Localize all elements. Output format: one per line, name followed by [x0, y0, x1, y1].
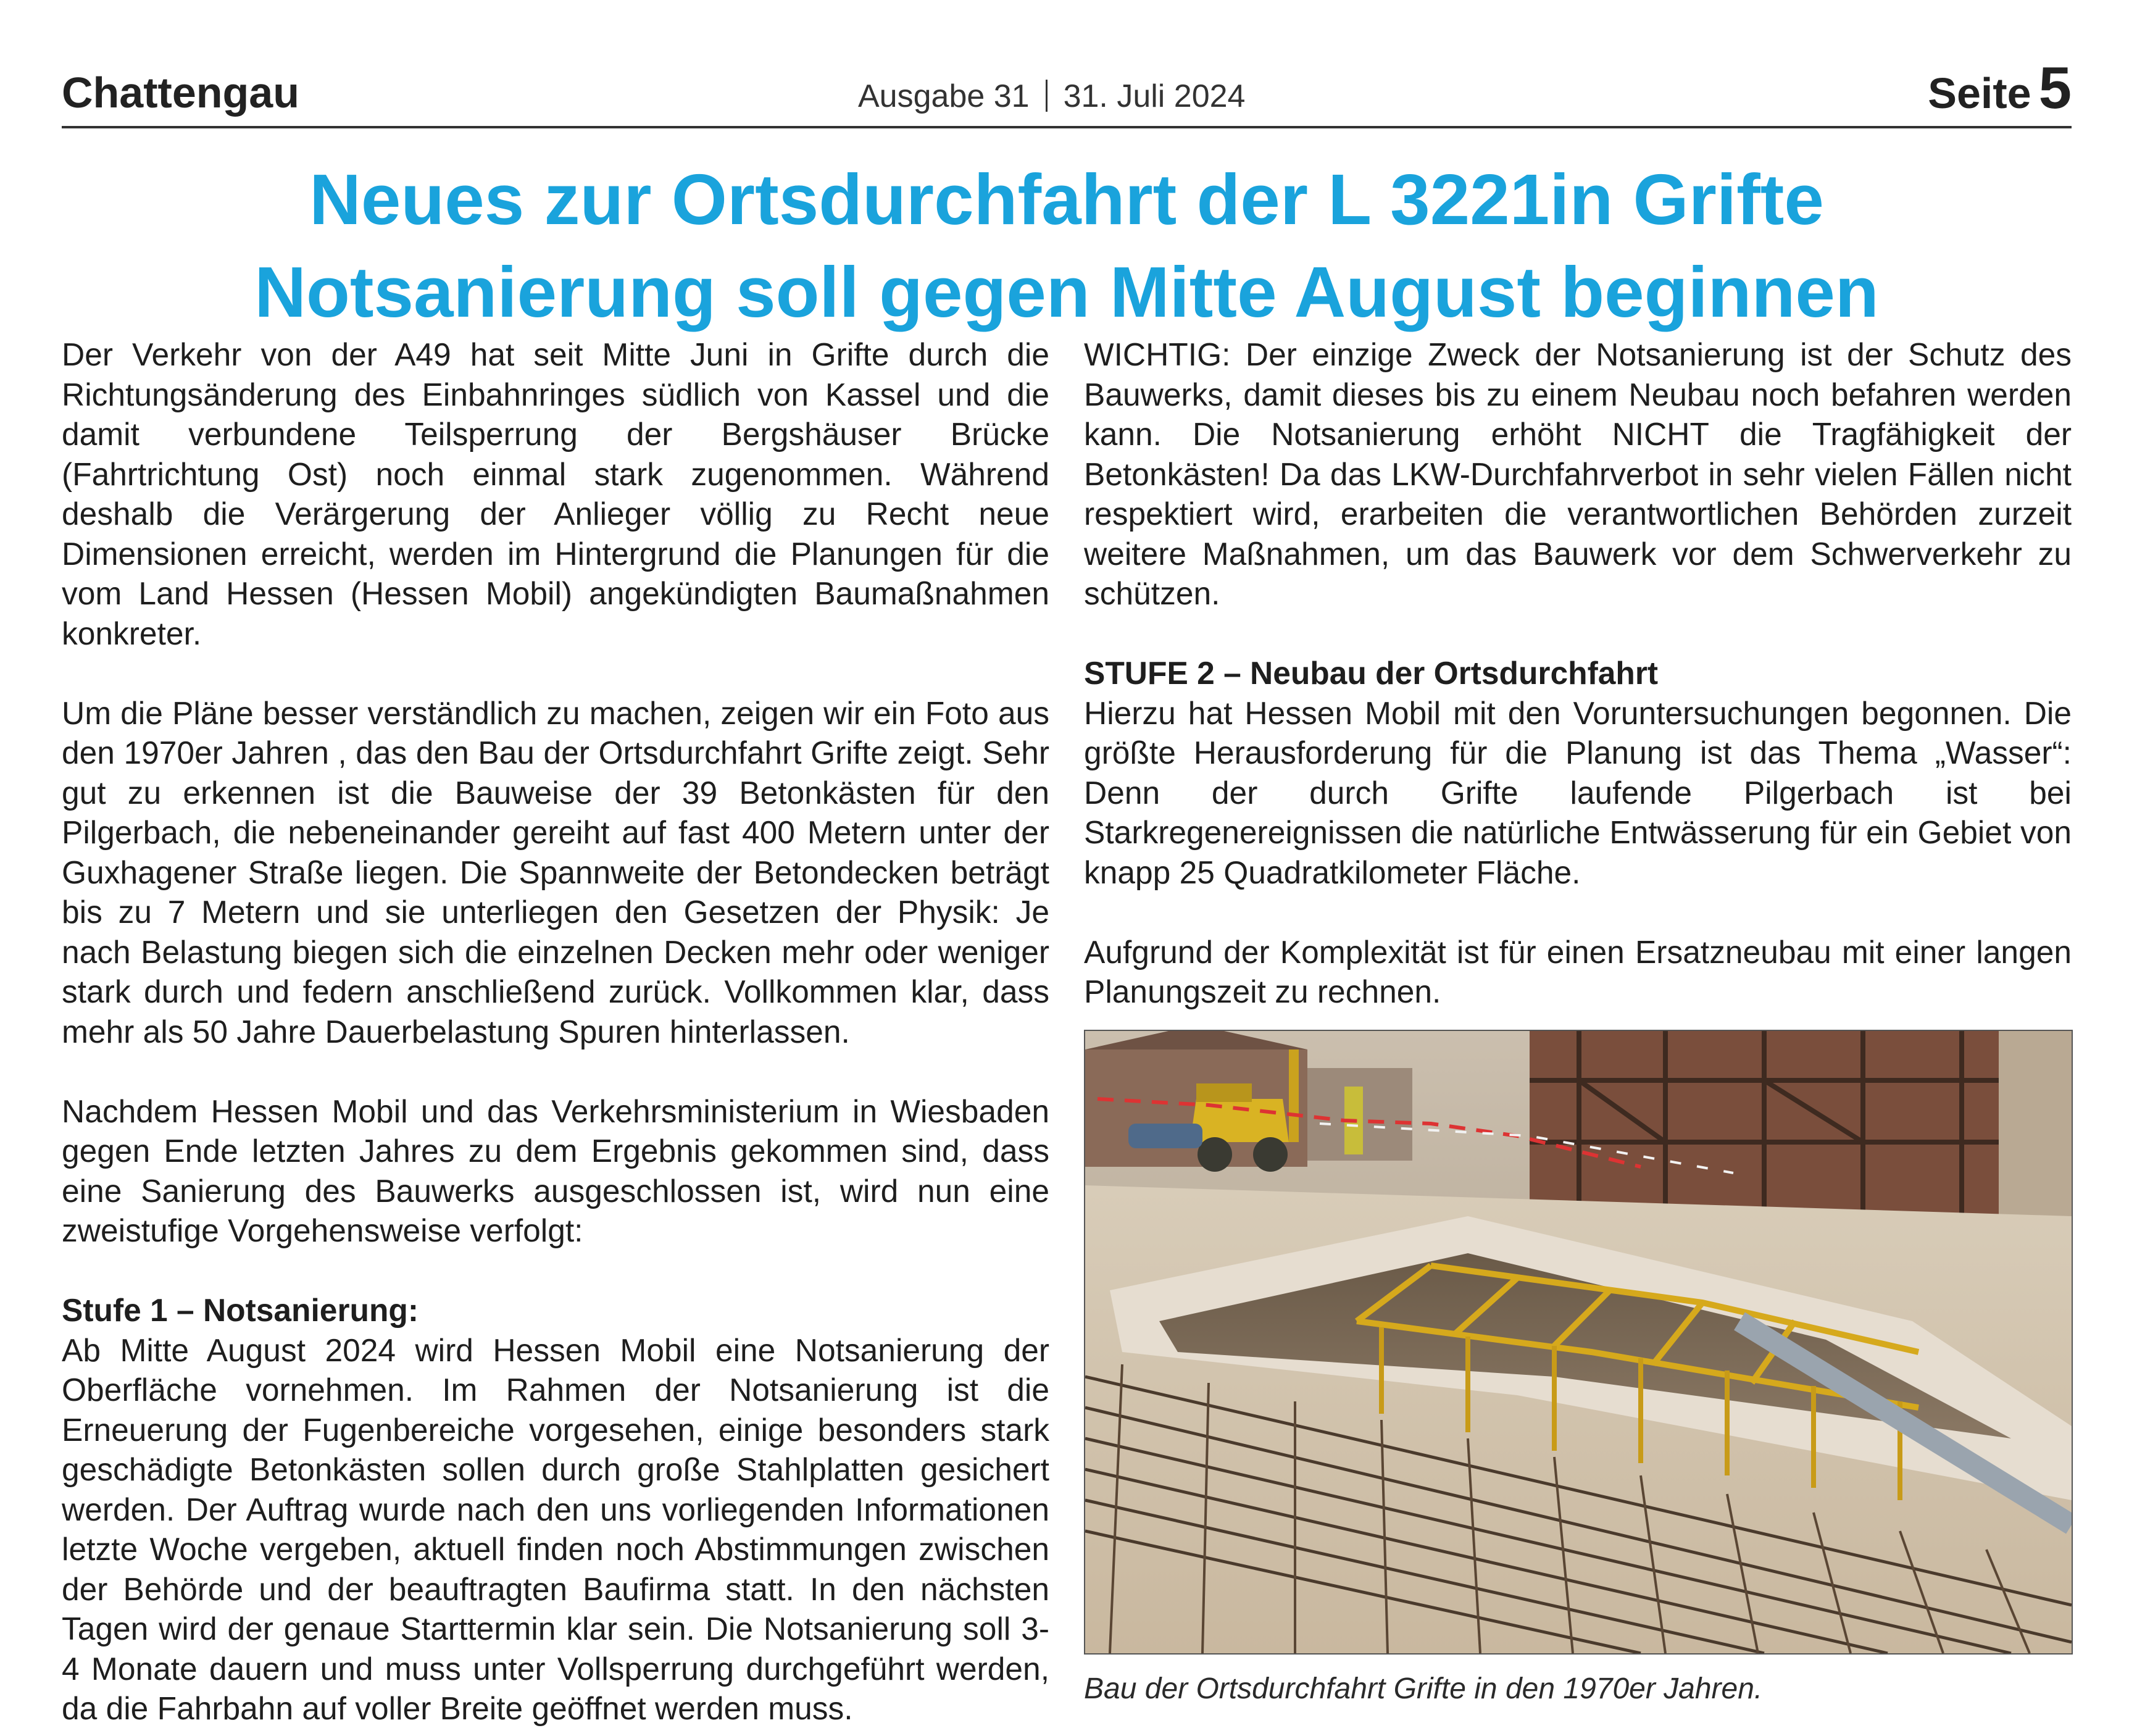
paragraph-two-stage-approach: Nachdem Hessen Mobil und das Verkehrsministerium in Wiesbaden gegen Ende letzten Jahres zu dem Ergebnis gekommen sind, dass eine Sanierung des Bauwerks ausgeschlossen ist, wird nun eine zweistufige Vorgehensweise verfolgt:: [62, 1093, 1049, 1248]
right-column: [1084, 335, 2072, 1012]
photo-caption: Bau der Ortsdurchfahrt Grifte in den 1970er Jahren.: [1084, 1672, 1763, 1705]
paragraph-traffic: Der Verkehr von der A49 hat seit Mitte Juni in Grifte durch die Richtungsänderung des Einbahnringes südlich von Kassel und die damit verbundene Teilsperrung der Bergshäuser Brücke (Fahrtrichtung Ost) noch einmal stark zugenommen. Während deshalb die Verärgerung der Anlieger völlig zu Recht neue Dimensionen erreicht, werden im Hintergrund die Planungen für die vom Land Hessen (Hessen Mobil) angekündigten Baumaßnahmen konkreter.: [62, 336, 1049, 651]
header-rule: [62, 126, 2072, 128]
paragraph-stage-2: Hierzu hat Hessen Mobil mit den Voruntersuchungen begonnen. Die größte Herausforderung für die Planung ist das Thema „Wasser“: Denn der durch Grifte laufende Pilgerbach ist bei Starkregenereignissen die natürliche Entwässerung für ein Gebiet von knapp 25 Quadratkilometer Fläche.: [1084, 695, 2072, 890]
headline-line-1: Neues zur Ortsdurchfahrt der L 3221in Grifte: [309, 159, 1824, 240]
subheading-stage-1: Stufe 1 – Notsanierung:: [62, 1292, 419, 1328]
issue-date: 31. Juli 2024: [1063, 78, 1246, 114]
newspaper-name: Chattengau: [62, 69, 299, 117]
construction-photo: [1084, 1030, 2073, 1655]
paragraph-photo-explanation: Um die Pläne besser verständlich zu machen, zeigen wir ein Foto aus den 1970er Jahren , das den Bau der Ortsdurchfahrt Grifte zeigt. Sehr gut zu erkennen ist die Bauweise der 39 Betonkästen für den Pilgerbach, die nebeneinander gereiht auf fast 400 Metern unter der Guxhagener Straße liegen. Die Spannweite der Betondecken beträgt bis zu 7 Metern und sie unterliegen den Gesetzen der Physik: Je nach Belastung biegen sich die einzelnen Decken mehr oder weniger stark durch und federn anschließend zurück. Vollkommen klar, dass mehr als 50 Jahre Dauerbelastung Spuren hinterlassen.: [62, 695, 1049, 1050]
issue-info: [858, 78, 1245, 115]
page-label: Seite: [1928, 69, 2031, 117]
construction-photo-illustration: [1085, 1031, 2072, 1653]
issue-number: Ausgabe 31: [858, 78, 1030, 114]
masthead: [62, 54, 2072, 122]
article-headline: [62, 153, 2072, 338]
issue-separator: [1046, 80, 1048, 112]
headline-line-2: Notsanierung soll gegen Mitte August beginnen: [254, 252, 1879, 332]
subheading-stage-2: STUFE 2 – Neubau der Ortsdurchfahrt: [1084, 655, 1659, 691]
page-number-value: 5: [2038, 55, 2072, 121]
left-column: [62, 335, 1049, 1729]
paragraph-stage-1: Ab Mitte August 2024 wird Hessen Mobil eine Notsanierung der Oberfläche vornehmen. Im Rahmen der Notsanierung ist die Erneuerung der Fugenbereiche vorgesehen, einige besonders stark geschädigte Betonkästen sollen durch große Stahlplatten gesichert werden. Der Auftrag wurde nach den uns vorliegenden Informationen letzte Woche vergeben, aktuell finden noch Abstimmungen zwischen der Behörde und der beauftragten Baufirma statt. In den nächsten Tagen wird der genaue Starttermin klar sein. Die Notsanierung soll 3-4 Monate dauern und muss unter Vollsperrung durchgeführt werden, da die Fahrbahn auf voller Breite geöffnet werden muss.: [62, 1332, 1049, 1726]
page-number: [1928, 54, 2072, 122]
paragraph-complexity: Aufgrund der Komplexität ist für einen Ersatzneubau mit einer langen Planungszeit zu rechnen.: [1084, 933, 2072, 1009]
paragraph-important: WICHTIG: Der einzige Zweck der Notsanierung ist der Schutz des Bauwerks, damit dieses bis zu einem Neubau noch befahren werden kann. Die Notsanierung erhöht NICHT die Tragfähigkeit der Betonkästen! Da das LKW-Durchfahrverbot in sehr vielen Fällen nicht respektiert wird, erarbeiten die verantwortlichen Behörden zurzeit weitere Maßnahmen, um das Bauwerk vor dem Schwerverkehr zu schützen.: [1084, 336, 2072, 611]
